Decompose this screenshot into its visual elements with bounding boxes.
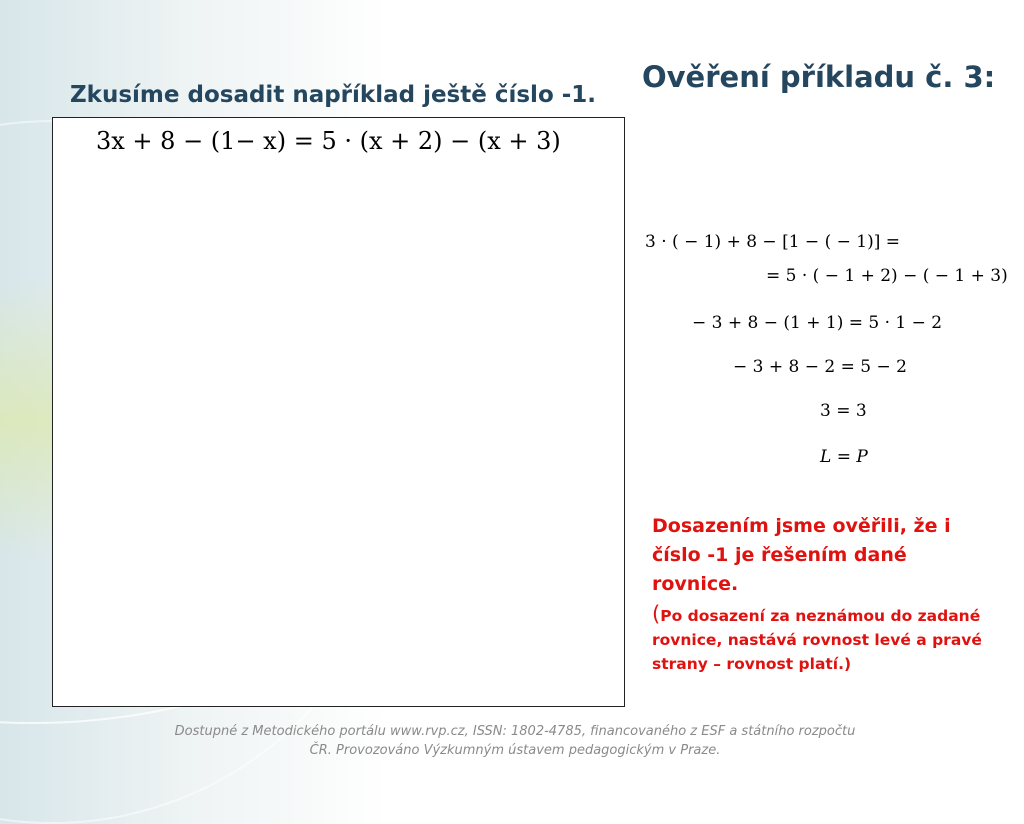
- verification-step: 3 · ( − 1) + 8 − [1 − ( − 1)] =: [645, 232, 900, 252]
- slide-subtitle: Zkusíme dosadit například ještě číslo -1.: [70, 82, 597, 108]
- footer-credit: [100, 722, 930, 760]
- verification-step: = 5 · ( − 1 + 2) − ( − 1 + 3): [766, 266, 1008, 286]
- original-equation: 3x + 8 − (1− x) = 5 · (x + 2) − (x + 3): [96, 127, 561, 155]
- equation-box: [52, 117, 625, 707]
- verification-step: − 3 + 8 − (1 + 1) = 5 · 1 − 2: [692, 313, 943, 333]
- note-body: Po dosazení za neznámou do zadané rovnice, nastává rovnost levé a pravé strany – rovnost platí.): [652, 607, 982, 673]
- verification-step: − 3 + 8 − 2 = 5 − 2: [733, 357, 907, 377]
- note-open-paren: (: [652, 602, 661, 626]
- conclusion-text: Dosazením jsme ověřili, že i číslo -1 je řešením dané rovnice.: [652, 515, 951, 595]
- slide-title: Ověření příkladu č. 3:: [642, 60, 996, 94]
- footer-line: Dostupné z Metodického portálu www.rvp.cz, ISSN: 1802-4785, financovaného z ESF a státního rozpočtu: [174, 724, 856, 739]
- footer-line: ČR. Provozováno Výzkumným ústavem pedagogickým v Praze.: [309, 743, 721, 758]
- verification-result: L = P: [820, 447, 868, 467]
- verification-step: 3 = 3: [820, 401, 867, 421]
- note-text: [652, 602, 992, 676]
